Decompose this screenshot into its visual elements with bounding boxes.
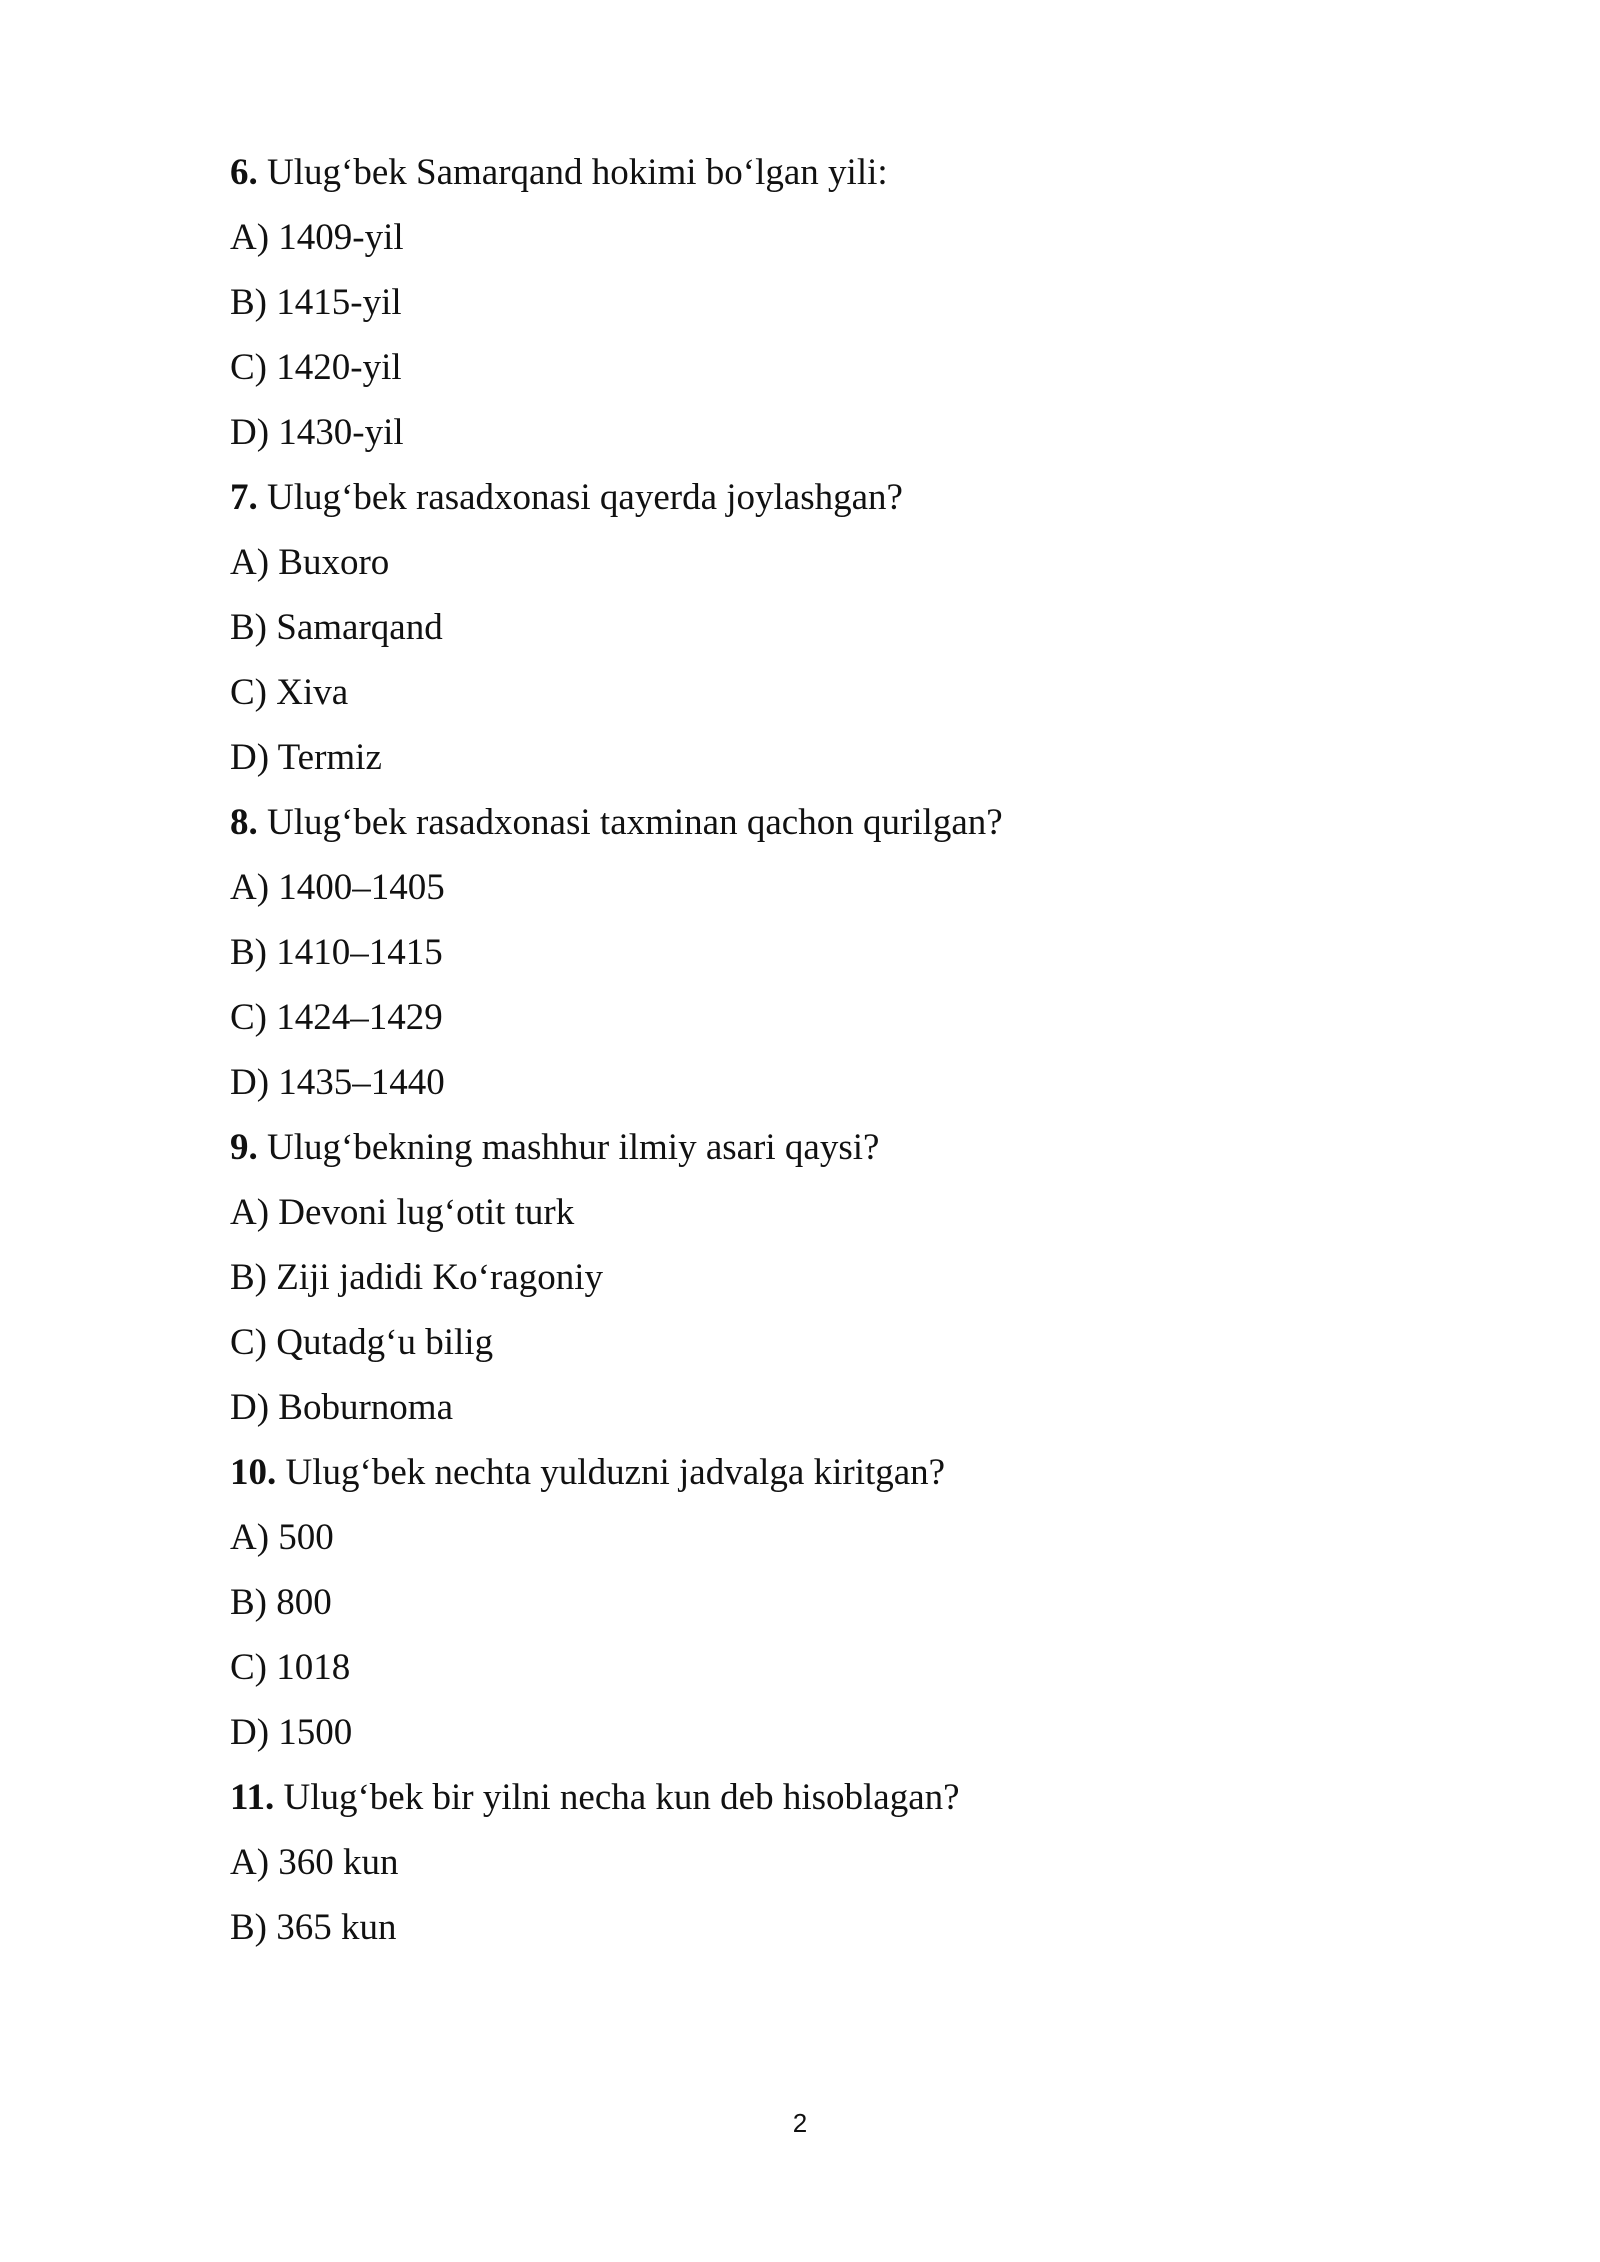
answer-option-b: B) 800 (230, 1582, 332, 1623)
question-text: Ulug‘bek bir yilni necha kun deb hisoblagan? (283, 1777, 960, 1818)
answer-option-c: C) Xiva (230, 672, 349, 713)
page-number: 2 (792, 2108, 808, 2138)
question-number: 8. (230, 802, 258, 843)
question-7 (230, 476, 1430, 779)
answer-option-a: A) 1409-yil (230, 217, 404, 258)
question-number: 7. (230, 477, 258, 518)
question-text-line (230, 1451, 1430, 1494)
question-text: Ulug‘bek nechta yulduzni jadvalga kiritgan? (285, 1452, 946, 1493)
question-9 (230, 1126, 1430, 1429)
answer-option-d: D) Termiz (230, 737, 382, 778)
question-text: Ulug‘bek Samarqand hokimi bo‘lgan yili: (267, 152, 888, 193)
question-8 (230, 801, 1430, 1104)
answer-option-b: B) 1410–1415 (230, 932, 443, 973)
answer-option-d: D) 1435–1440 (230, 1062, 445, 1103)
answer-option-d: D) Boburnoma (230, 1387, 453, 1428)
answer-option-b: B) Samarqand (230, 607, 443, 648)
question-text-line (230, 151, 1430, 194)
answer-option-a: A) 1400–1405 (230, 867, 445, 908)
answer-option-a: A) Buxoro (230, 542, 390, 583)
answer-option-a: A) Devoni lug‘otit turk (230, 1192, 575, 1233)
question-text-line (230, 476, 1430, 519)
answer-option-a: A) 500 (230, 1517, 334, 1558)
answer-option-c: C) 1424–1429 (230, 997, 443, 1038)
answer-option-a: A) 360 kun (230, 1842, 399, 1883)
answer-option-c: C) 1018 (230, 1647, 351, 1688)
question-text-line (230, 801, 1430, 844)
question-number: 9. (230, 1127, 258, 1168)
question-list (230, 151, 1430, 1971)
question-text: Ulug‘bek rasadxonasi qayerda joylashgan? (267, 477, 903, 518)
question-number: 6. (230, 152, 258, 193)
question-number: 10. (230, 1452, 277, 1493)
question-number: 11. (230, 1777, 275, 1818)
question-text: Ulug‘bekning mashhur ilmiy asari qaysi? (267, 1127, 880, 1168)
question-11 (230, 1776, 1430, 1949)
answer-option-b: B) Ziji jadidi Ko‘ragoniy (230, 1257, 604, 1298)
question-10 (230, 1451, 1430, 1754)
answer-option-b: B) 1415-yil (230, 282, 402, 323)
answer-option-d: D) 1500 (230, 1712, 353, 1753)
answer-option-d: D) 1430-yil (230, 412, 404, 453)
question-text-line (230, 1126, 1430, 1169)
question-text-line (230, 1776, 1430, 1819)
answer-option-c: C) 1420-yil (230, 347, 402, 388)
answer-option-b: B) 365 kun (230, 1907, 397, 1948)
answer-option-c: C) Qutadg‘u bilig (230, 1322, 494, 1363)
question-text: Ulug‘bek rasadxonasi taxminan qachon qurilgan? (267, 802, 1003, 843)
question-6 (230, 151, 1430, 454)
